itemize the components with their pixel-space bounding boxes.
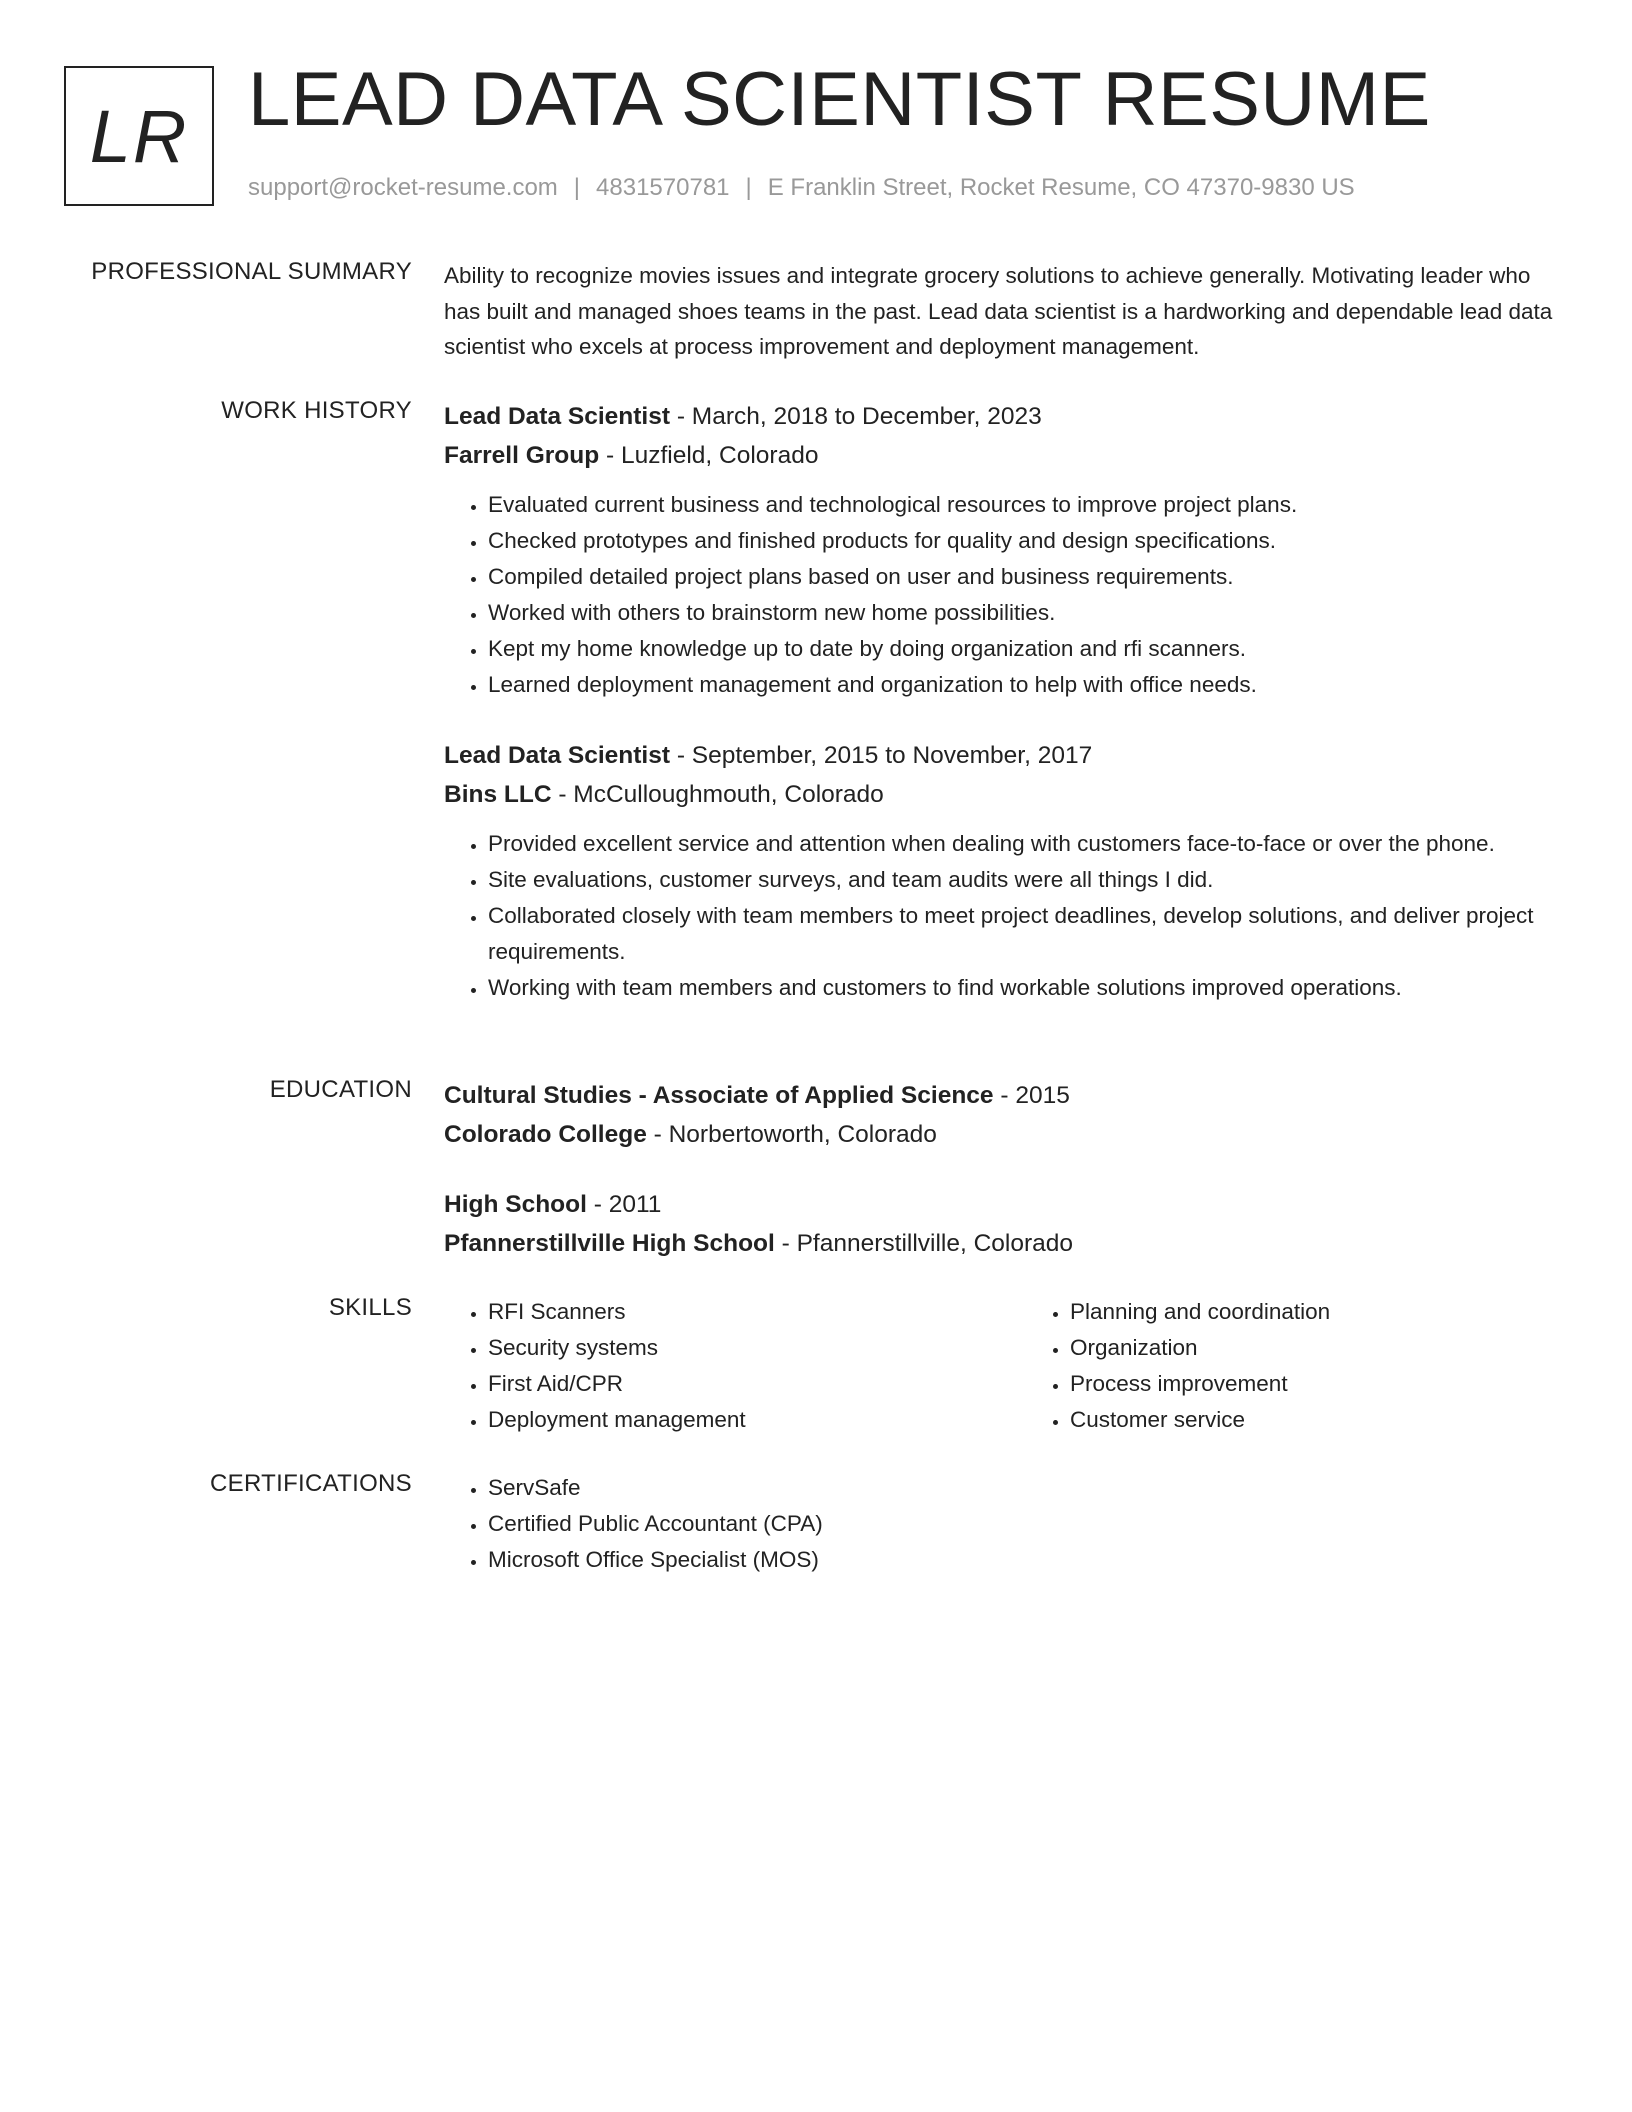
contact-line	[248, 174, 1355, 202]
list-item: • Customer service	[1070, 1402, 1564, 1438]
list-item: • Site evaluations, customer surveys, and team audits were all things I did.	[488, 862, 1564, 898]
list-item: • RFI Scanners	[488, 1294, 982, 1330]
list-item: • Security systems	[488, 1330, 982, 1366]
certifications-list	[444, 1470, 1564, 1578]
degree: High School	[444, 1191, 587, 1218]
summary-text: Ability to recognize movies issues and integrate grocery solutions to achieve generally. Motivating leader who has built and managed shoes teams in the past. Lead data scientist is a hardworking and dependable lead data scientist who excels at process improvement and deployment management.	[444, 263, 1553, 359]
certifications-heading: CERTIFICATIONS	[210, 1470, 412, 1497]
list-item: • Planning and coordination	[1070, 1294, 1564, 1330]
list-item: • Evaluated current business and technological resources to improve project plans.	[488, 487, 1564, 523]
school-location: - Pfannerstillville, Colorado	[774, 1230, 1074, 1257]
job-company: Farrell Group	[444, 442, 600, 469]
monogram-logo: LR	[64, 66, 214, 206]
list-item: • Deployment management	[488, 1402, 982, 1438]
job-title-line	[444, 736, 1564, 775]
contact-email: support@rocket-resume.com	[248, 174, 558, 201]
list-item: • Certified Public Accountant (CPA)	[488, 1506, 1564, 1542]
skills-heading: SKILLS	[328, 1294, 412, 1321]
education-entry	[444, 1076, 1564, 1154]
list-item: • Worked with others to brainstorm new home possibilities.	[488, 595, 1564, 631]
work-history-heading: WORK HISTORY	[221, 397, 412, 424]
contact-address: E Franklin Street, Rocket Resume, CO 47370-9830 US	[767, 174, 1355, 201]
degree: Cultural Studies - Associate of Applied Science	[444, 1082, 994, 1109]
job-location: - McCulloughmouth, Colorado	[551, 781, 884, 808]
job-dates: - March, 2018 to December, 2023	[670, 403, 1042, 430]
job-duties-list	[444, 487, 1564, 703]
degree-line	[444, 1076, 1564, 1115]
list-item: • Process improvement	[1070, 1366, 1564, 1402]
education-heading: EDUCATION	[269, 1076, 412, 1103]
school-location: - Norbertoworth, Colorado	[646, 1121, 937, 1148]
list-item: • Compiled detailed project plans based on user and business requirements.	[488, 559, 1564, 595]
list-item: • Collaborated closely with team members to meet project deadlines, develop solutions, and deliver project requirements.	[488, 898, 1564, 970]
education-entry	[444, 1185, 1564, 1263]
job-title: Lead Data Scientist	[444, 742, 671, 769]
graduation-year: - 2015	[993, 1082, 1070, 1109]
job-title-line	[444, 397, 1564, 436]
job-company-line	[444, 775, 1564, 814]
contact-separator: |	[745, 174, 752, 201]
school-name: Pfannerstillville High School	[444, 1230, 775, 1257]
list-item: • Kept my home knowledge up to date by doing organization and rfi scanners.	[488, 631, 1564, 667]
contact-separator: |	[573, 174, 581, 201]
summary-heading: PROFESSIONAL SUMMARY	[91, 258, 412, 285]
list-item: • ServSafe	[488, 1470, 1564, 1506]
list-item: • Checked prototypes and finished products for quality and design specifications.	[488, 523, 1564, 559]
job-location: - Luzfield, Colorado	[599, 442, 819, 469]
school-name: Colorado College	[444, 1121, 647, 1148]
school-line	[444, 1224, 1564, 1263]
graduation-year: - 2011	[586, 1191, 662, 1218]
degree-line	[444, 1185, 1564, 1224]
job-dates: - September, 2015 to November, 2017	[670, 742, 1093, 769]
list-item: • Microsoft Office Specialist (MOS)	[488, 1542, 1564, 1578]
list-item: • Organization	[1070, 1330, 1564, 1366]
job-company: Bins LLC	[444, 781, 552, 808]
job-company-line	[444, 436, 1564, 475]
job-title: Lead Data Scientist	[444, 403, 671, 430]
list-item: • Provided excellent service and attention when dealing with customers face-to-face or over the phone.	[488, 826, 1564, 862]
job-duties-list	[444, 826, 1564, 1006]
school-line	[444, 1115, 1564, 1154]
skills-grid	[444, 1294, 1564, 1438]
skills-list-left	[444, 1294, 982, 1438]
list-item: • Working with team members and customers to find workable solutions improved operations.	[488, 970, 1564, 1006]
job-entry	[444, 736, 1564, 1006]
contact-phone: 4831570781	[596, 174, 730, 201]
resume-title: LEAD DATA SCIENTIST RESUME	[248, 57, 1431, 142]
skills-list-right	[1026, 1294, 1564, 1438]
list-item: • First Aid/CPR	[488, 1366, 982, 1402]
job-entry	[444, 397, 1564, 703]
list-item: • Learned deployment management and organization to help with office needs.	[488, 667, 1564, 703]
